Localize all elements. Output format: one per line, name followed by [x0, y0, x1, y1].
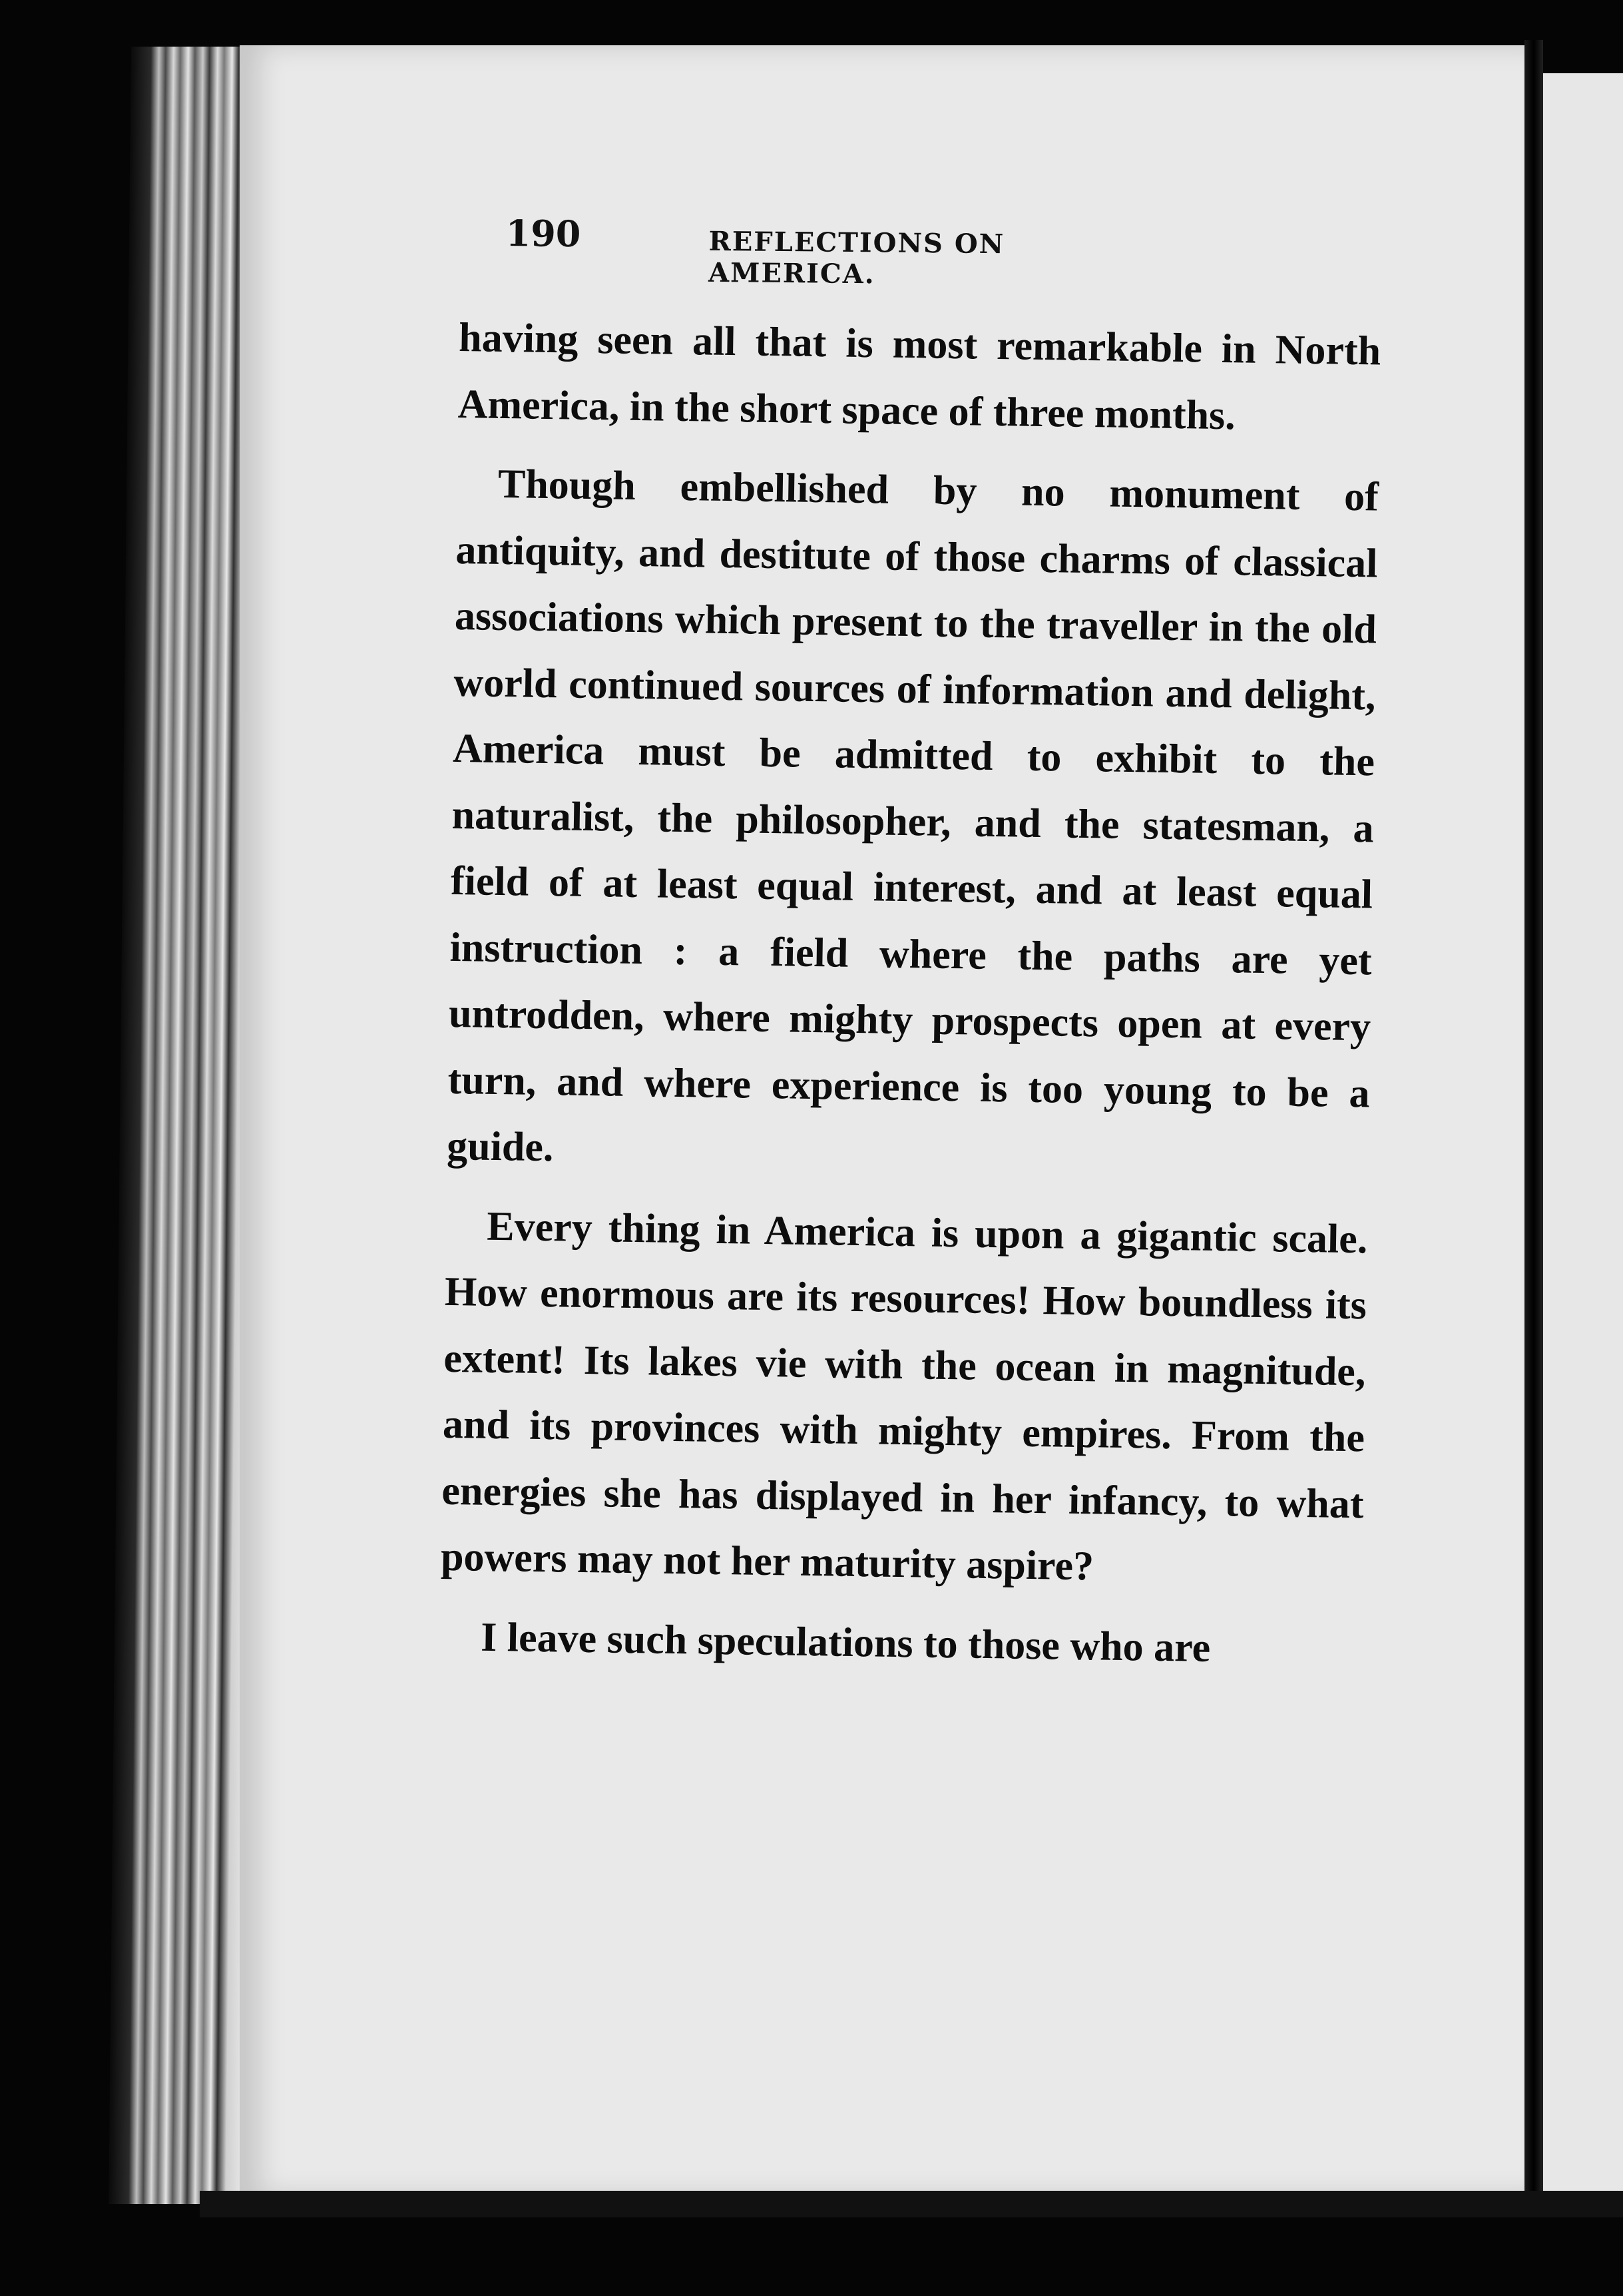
- facing-page-edge: [1543, 73, 1623, 2204]
- paragraph: Every thing in America is upon a gigantic scale. How enormous are its resources! How boundless its extent! Its lakes vie with the ocean in magnitude, and its provinces with mighty empires. From the energies she has displayed in her infancy, to what powers may not her maturity aspire?: [440, 1203, 1368, 1589]
- page-header: [505, 212, 1178, 290]
- bottom-shadow: [200, 2191, 1623, 2217]
- book-gutter: [1524, 40, 1543, 2211]
- page-number: 190: [505, 212, 581, 256]
- body-text: [439, 305, 1381, 1683]
- paragraph: I leave such speculations to those who are: [480, 1614, 1211, 1671]
- paragraph: Though embellished by no monument of antiquity, and destitute of those charms of classical associations which present to the traveller in the old world continued sources of information and delight, America must be admitted to exhibit to the naturalist, the philosopher, and the statesman, a field of at least equal interest, and at least equal instruction : a field where the paths are yet untrodden, where mighty prospects open at every turn, and where experience is too young to be a guide.: [446, 461, 1379, 1171]
- running-head: REFLECTIONS ON AMERICA.: [708, 225, 1005, 290]
- paragraph-continued: having seen all that is most remarkable in North America, in the short space of three months.: [457, 314, 1381, 438]
